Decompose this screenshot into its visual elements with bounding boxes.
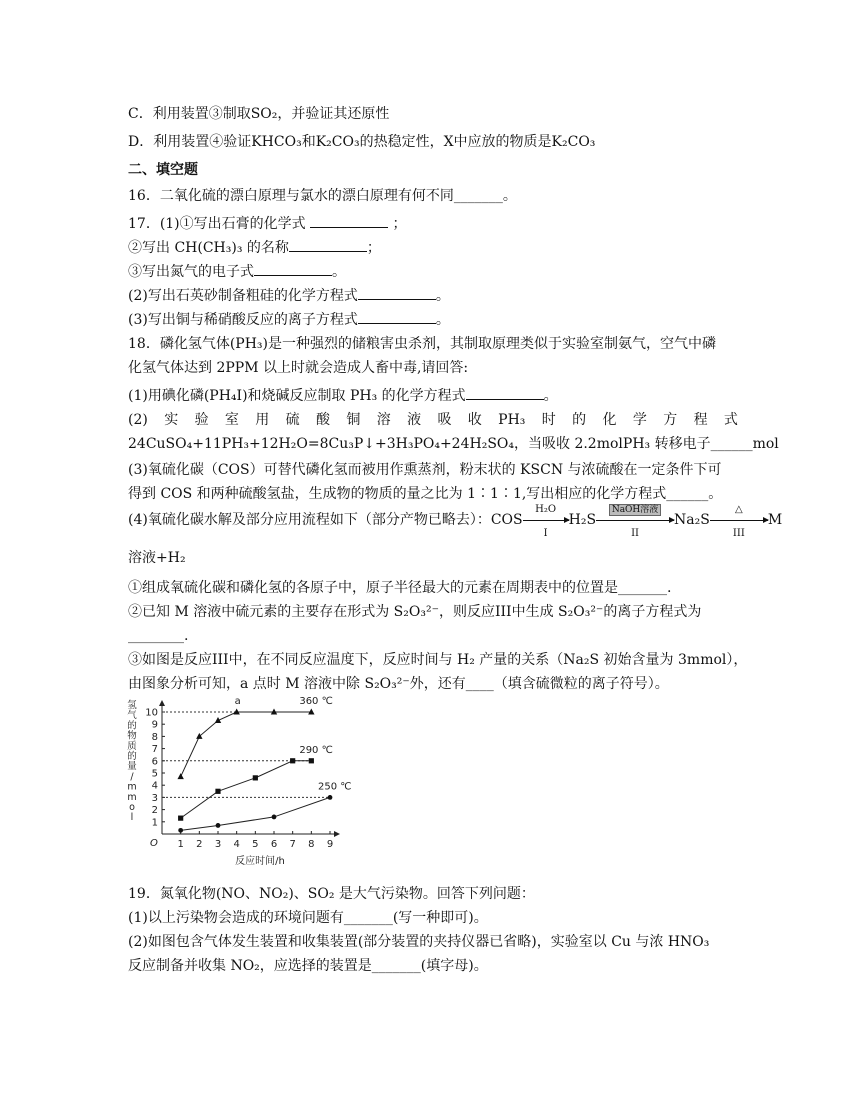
q18-2-word: 的 [572, 412, 587, 428]
option-c: C．利用装置③制取SO₂，并验证其还原性 [128, 106, 390, 122]
y-tick-label: 4 [151, 780, 158, 792]
q18-4-lead: (4)氧硫化碳水解及部分应用流程如下（部分产物已略去）：COS [128, 512, 523, 528]
question-18-4-3-line-1: ③如图是反应III中，在不同反应温度下，反应时间与 H₂ 产量的关系（Na₂S 初始含量为 3mmol）， [128, 652, 748, 668]
y-axis-label-char: m [127, 791, 137, 803]
q17-2-text: ②写出 CH(CH₃)₃ 的名称 [128, 240, 289, 256]
data-point [216, 823, 221, 828]
q18-2-word: 溶 [376, 412, 391, 428]
arrow-3-step: III [732, 527, 745, 539]
y-tick-label: 5 [151, 768, 158, 780]
data-point [215, 789, 220, 794]
y-axis-label-char: / [130, 771, 134, 783]
q18-2-word: 验 [194, 412, 209, 428]
data-point [328, 795, 333, 800]
q18-2-word: 室 [224, 412, 239, 428]
q18-2-word: 吸 [437, 412, 452, 428]
q17-3-text: ③写出氮气的电子式 [128, 264, 254, 280]
series-label: 250 ℃ [318, 781, 352, 793]
arrow-3-heat: △ [735, 503, 743, 515]
y-tick-label: 8 [151, 731, 158, 743]
y-axis-label-char: 量 [127, 761, 137, 773]
x-tick-label: 8 [308, 839, 315, 850]
hydrogen-yield-chart [124, 694, 352, 884]
data-point [196, 733, 202, 739]
question-19-2-line-2: 反应制备并收集 NO₂，应选择的装置是_______(填字母)。 [128, 958, 488, 974]
y-tick-label: 6 [151, 756, 158, 768]
series-label: 360 ℃ [299, 696, 333, 707]
question-18-3-line-1: (3)氧硫化碳（COS）可替代磷化氢而被用作熏蒸剂，粉末状的 KSCN 与浓硫酸在一定条件下可 [128, 462, 722, 478]
q18-1-end: 。 [543, 388, 558, 404]
question-19-1: (1)以上污染物会造成的环境问题有_______(写一种即可)。 [128, 910, 488, 926]
question-17-4 [128, 284, 738, 306]
q17-1-end: ； [388, 216, 407, 232]
series-line [181, 712, 312, 777]
question-18-intro-1: 18．磷化氢气体(PH₃)是一种强烈的储粮害虫杀剂，其制取原理类似于实验室制氨气，空气中磷 [128, 336, 716, 352]
question-17-3 [128, 260, 738, 282]
question-18-2-spread [128, 410, 738, 430]
q18-2-word: 式 [723, 412, 738, 428]
series-label: 290 ℃ [299, 744, 333, 756]
x-tick-label: 9 [326, 839, 334, 850]
y-tick-label: 3 [151, 792, 158, 804]
reaction-arrow-3 [710, 503, 768, 539]
data-point [178, 828, 183, 833]
q18-2-word: 硫 [285, 412, 300, 428]
q18-2-word: 化 [602, 412, 617, 428]
reaction-arrow-2 [596, 504, 674, 539]
question-19-intro: 19．氮氧化物(NO、NO₂)、SO₂ 是大气污染物。回答下列问题： [128, 886, 535, 902]
x-tick-label: 5 [252, 839, 259, 850]
x-tick-label: 3 [214, 839, 222, 850]
q17-5-text: (3)写出铜与稀硝酸反应的离子方程式 [128, 312, 358, 328]
x-tick-label: 6 [270, 839, 278, 850]
species-na2s: Na₂S [674, 512, 710, 528]
question-18-intro-2: 化氢气体达到 2PPM 以上时就会造成人畜中毒,请回答: [128, 360, 469, 376]
q18-2-word: 时 [541, 412, 556, 428]
answer-blank [466, 384, 544, 400]
question-18-1 [128, 384, 738, 406]
q18-2-word: PH₃ [498, 412, 526, 428]
question-18-4-product: 溶液+H₂ [128, 550, 186, 566]
arrow-1-step: I [543, 527, 548, 539]
question-18-4-2-blank: ________. [128, 628, 189, 644]
question-18-4-1: ①组成氧硫化碳和磷化氢的各原子中，原子半径最大的元素在周期表中的位置是_______. [128, 580, 672, 596]
answer-blank [358, 308, 436, 324]
q18-2-word: 学 [632, 412, 647, 428]
question-18-4-3-line-2: 由图象分析可知，a 点时 M 溶液中除 S₂O₃²⁻外，还有____（填含硫微粒的离子符号）。 [128, 676, 669, 692]
question-16: 16．二氧化硫的漂白原理与氯水的漂白原理有何不同_______。 [128, 188, 517, 204]
section-heading: 二、填空题 [128, 162, 198, 178]
point-label-a: a [234, 696, 241, 707]
arrow-1-reagent: H₂O [535, 503, 557, 515]
question-19-2-line-1: (2)如图包含气体发生装置和收集装置(部分装置的夹持仪器已省略)，实验室以 Cu 与浓 HNO₃ [128, 934, 710, 950]
y-axis-label-char: 氢 [127, 700, 137, 711]
reaction-flow [128, 503, 783, 539]
question-17-1 [128, 212, 738, 234]
y-axis-label-char: o [129, 802, 135, 813]
q18-1-text: (1)用碘化磷(PH₄I)和烧碱反应制取 PH₃ 的化学方程式 [128, 388, 466, 404]
x-axis-label: 反应时间/h [235, 856, 285, 867]
y-axis-label-char: 的 [127, 720, 137, 732]
answer-blank [358, 284, 436, 300]
y-axis-label-char: 气 [127, 710, 137, 722]
x-tick-label: 2 [196, 839, 203, 850]
y-tick-label: 7 [151, 744, 158, 756]
q17-4-text: (2)写出石英砂制备粗硅的化学方程式 [128, 288, 358, 304]
series-line [181, 761, 312, 818]
x-tick-label: 7 [289, 839, 296, 850]
data-point [290, 758, 295, 763]
question-18-4-2: ②已知 M 溶液中硫元素的主要存在形式为 S₂O₃²⁻，则反应III中生成 S₂O₃²⁻的离子方程式为 [128, 604, 702, 620]
arrow-2-reagent: NaOH溶液 [609, 504, 661, 516]
species-h2s: H₂S [568, 512, 597, 528]
answer-blank [254, 260, 332, 276]
arrow-2-step: II [631, 527, 639, 539]
x-tick-label: 1 [177, 839, 184, 850]
data-point [272, 815, 277, 820]
y-tick-label: 2 [151, 805, 158, 817]
reaction-arrow-1 [523, 503, 569, 539]
q18-2-word: 方 [663, 412, 678, 428]
question-18-2-equation: 24CuSO₄+11PH₃+12H₂O=8Cu₃P↓+3H₃PO₄+24H₂SO₄，当吸收 2.2molPH₃ 转移电子______mol [128, 436, 779, 452]
y-tick-label: 1 [151, 817, 158, 829]
species-m: M [767, 512, 783, 528]
option-d: D．利用装置④验证KHCO₃和K₂CO₃的热稳定性，X中应放的物质是K₂CO₃ [128, 134, 596, 150]
data-point [178, 816, 183, 821]
data-point [177, 773, 183, 779]
y-tick-label: 9 [151, 719, 158, 731]
q17-3-end: 。 [332, 264, 346, 280]
q18-2-word: (2) [128, 412, 148, 428]
q17-5-end: 。 [435, 312, 450, 328]
q18-2-word: 液 [407, 412, 422, 428]
q18-2-word: 收 [467, 412, 482, 428]
y-axis-label-char: 的 [127, 751, 137, 762]
q17-4-end: 。 [435, 288, 450, 304]
x-axis-arrow [334, 831, 340, 837]
question-17-2 [128, 236, 738, 258]
q18-2-word: 程 [693, 412, 708, 428]
answer-blank [310, 212, 388, 228]
q17-2-end: ； [366, 240, 381, 256]
y-axis-label-char: 质 [127, 740, 137, 752]
answer-blank [289, 236, 367, 252]
x-tick-label: 4 [233, 839, 240, 850]
data-point [253, 775, 258, 780]
q18-2-word: 酸 [316, 412, 330, 428]
q17-1-text: 17．(1)①写出石膏的化学式 [128, 216, 311, 232]
data-point [309, 758, 314, 763]
q18-2-word: 实 [164, 412, 179, 428]
y-tick-label: 10 [145, 707, 158, 719]
y-axis-label-char: 物 [127, 730, 137, 742]
question-18-3-line-2: 得到 COS 和两种硫酸氢盐，生成物的物质的量之比为 1∶1∶1,写出相应的化学方程式______。 [128, 486, 723, 502]
y-axis-label-char: l [130, 812, 134, 824]
q18-2-word: 铜 [346, 412, 361, 428]
y-axis-label-char: m [127, 781, 137, 793]
q18-2-word: 用 [255, 412, 270, 428]
y-axis-arrow [159, 700, 165, 706]
question-17-5 [128, 308, 738, 330]
origin-label: O [150, 838, 158, 849]
